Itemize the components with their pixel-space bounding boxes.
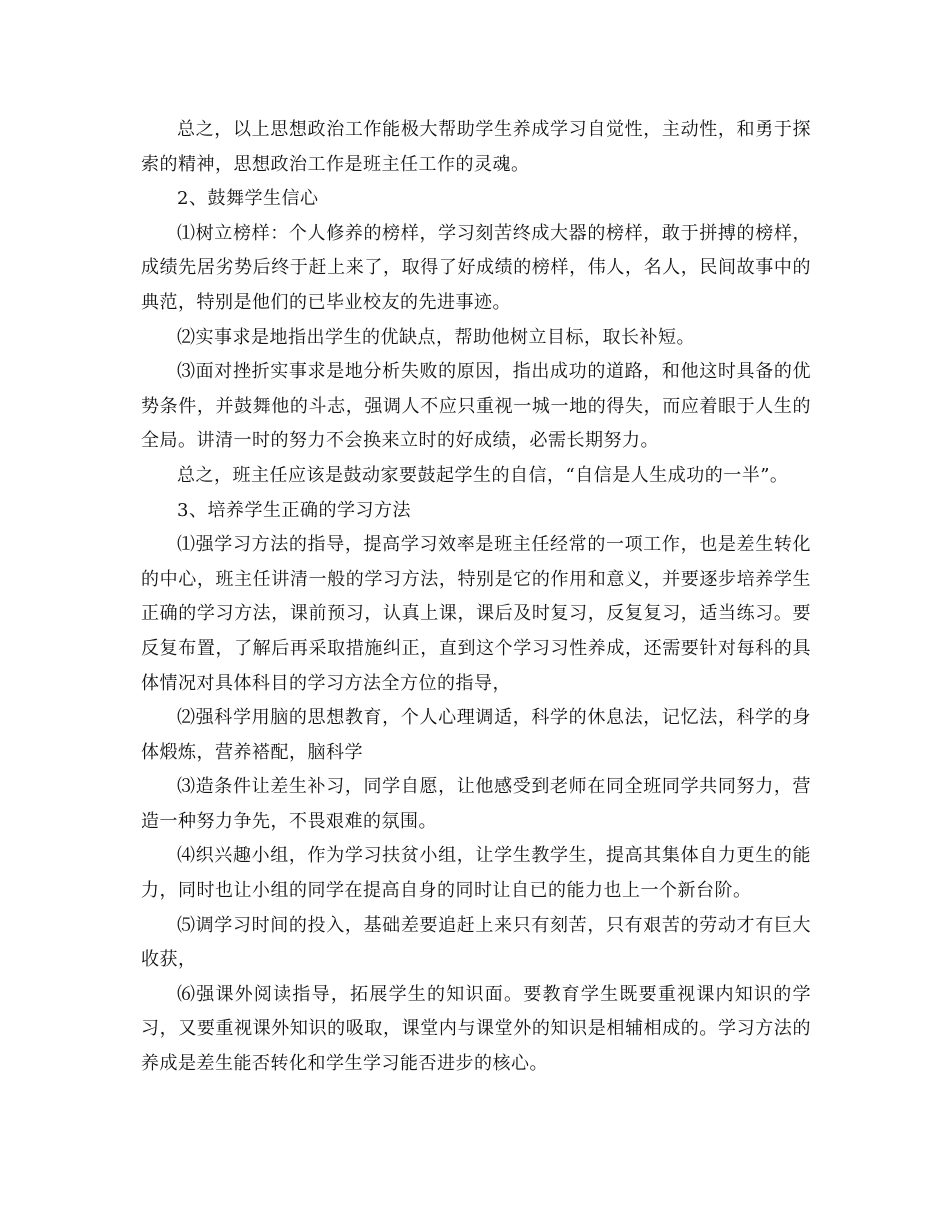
paragraph-method-3: ⑶造条件让差生补习，同学自愿，让他感受到老师在同全班同学共同努力，营造一种努力争先，不畏艰难的氛围。 (141, 776, 811, 832)
paragraph-method-2: ⑵强科学用脑的思想教育，个人心理调适，科学的休息法，记忆法，科学的身体煅炼，营养褡配，脑科学 (141, 707, 811, 763)
paragraph-item-1: ⑴树立榜样：个人修养的榜样，学习刻苦终成大器的榜样，敢于拼搏的榜样，成绩先居劣势后终于赶上来了，取得了好成绩的榜样，伟人，名人，民间故事中的典范，特别是他们的已毕业校友的先进事迹。 (141, 222, 811, 313)
paragraph-item-3: ⑶面对挫折实事求是地分析失败的原因，指出成功的道路，和他这时具备的优势条件，并鼓舞他的斗志，强调人不应只重视一城一地的得失，而应着眼于人生的全局。讲清一时的努力不会换来立时的好成绩，必需长期努力。 (141, 361, 811, 452)
section-heading-2: 2、鼓舞学生信心 (177, 188, 319, 210)
paragraph-method-5: ⑸调学习时间的投入，基础差要追赶上来只有刻苦，只有艰苦的劳动才有巨大收获， (141, 914, 811, 971)
paragraph-method-1: ⑴强学习方法的指导，提高学习效率是班主任经常的一项工作，也是差生转化的中心，班主任讲清一般的学习方法，特别是它的作用和意义，并要逐步培养学生正确的学习方法，课前预习，认真上课，课后及时复习，反复复习，适当练习。要反复布置，了解后再采取措施纠正，直到这个学习习性养成，还需要针对每科的具体情况对具体科目的学习方法全方位的指导， (141, 534, 811, 694)
section-heading-3: 3、培养学生正确的学习方法 (177, 499, 411, 521)
paragraph-summary-2: 总之，班主任应该是鼓动家要鼓起学生的自信，“自信是人生成功的一半”。 (177, 464, 789, 486)
paragraph-summary-1: 总之，以上思想政治工作能极大帮助学生养成学习自觉性，主动性，和勇于探索的精神，思想政治工作是班主任工作的灵魂。 (141, 119, 811, 175)
document-page (141, 113, 811, 1082)
paragraph-method-4: ⑷织兴趣小组，作为学习扶贫小组，让学生教学生，提高其集体自力更生的能力，同时也让小组的同学在提高自身的同时让自已的能力也上一个新台阶。 (141, 845, 811, 902)
paragraph-method-6: ⑹强课外阅读指导，拓展学生的知识面。要教育学生既要重视课内知识的学习，又要重视课外知识的吸取，课堂内与课堂外的知识是相辅相成的。学习方法的养成是差生能否转化和学生学习能否进步的核心。 (141, 983, 811, 1075)
paragraph-item-2: ⑵实事求是地指出学生的优缺点，帮助他树立目标，取长补短。 (177, 326, 695, 348)
